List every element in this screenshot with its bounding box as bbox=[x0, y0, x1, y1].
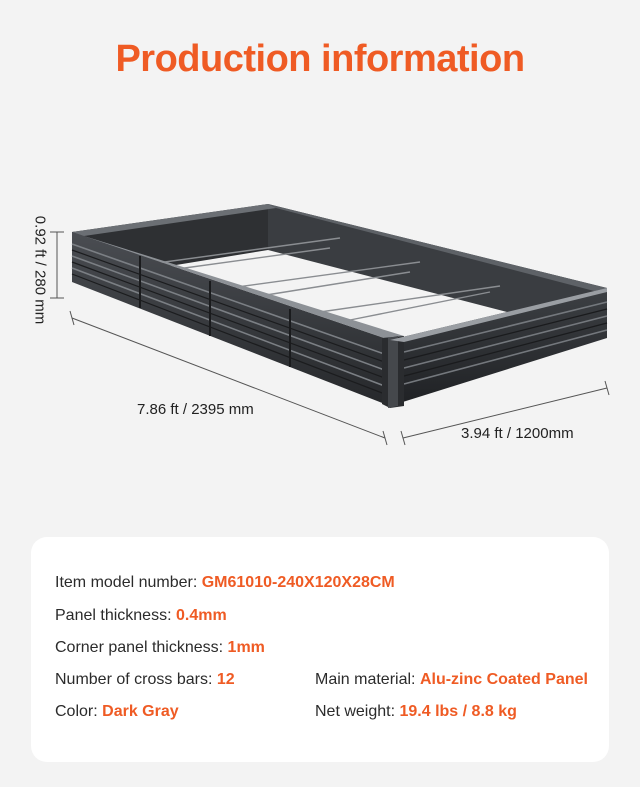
spec-value: 12 bbox=[216, 671, 235, 688]
spec-cross-bars bbox=[55, 671, 235, 689]
spec-value: 0.4mm bbox=[175, 607, 227, 624]
spec-label: Panel thickness: bbox=[55, 607, 172, 624]
spec-label: Item model number: bbox=[55, 574, 198, 591]
spec-value: Alu-zinc Coated Panel bbox=[419, 671, 588, 688]
height-dimension-label: 0.92 ft / 280 mm bbox=[31, 215, 49, 325]
spec-color bbox=[55, 703, 179, 721]
spec-net-weight bbox=[315, 703, 517, 721]
width-dimension-label: 3.94 ft / 1200mm bbox=[461, 425, 574, 442]
spec-panel-thickness bbox=[55, 607, 227, 625]
spec-label: Color: bbox=[55, 703, 98, 720]
spec-value: Dark Gray bbox=[102, 703, 179, 720]
spec-corner-thickness bbox=[55, 639, 265, 657]
spec-label: Corner panel thickness: bbox=[55, 639, 224, 656]
spec-material bbox=[315, 671, 588, 689]
spec-value: GM61010-240X120X28CM bbox=[201, 574, 395, 591]
spec-value: 19.4 lbs / 8.8 kg bbox=[399, 703, 517, 720]
spec-model bbox=[55, 574, 395, 592]
spec-label: Main material: bbox=[315, 671, 416, 688]
spec-label: Number of cross bars: bbox=[55, 671, 213, 688]
spec-label: Net weight: bbox=[315, 703, 396, 720]
spec-value: 1mm bbox=[227, 639, 265, 656]
length-dimension-label: 7.86 ft / 2395 mm bbox=[137, 401, 254, 418]
page-title: Production information bbox=[115, 38, 525, 80]
